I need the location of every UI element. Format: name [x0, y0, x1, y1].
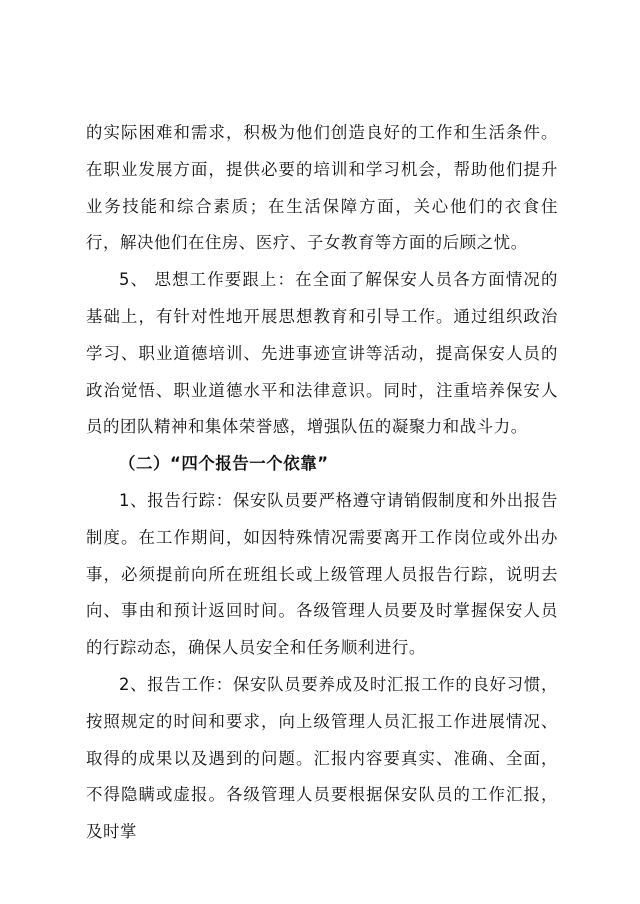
paragraph-item-2-report-work: 2、报告工作：保安队员要养成及时汇报工作的良好习惯，按照规定的时间和要求，向上级管理人员汇报工作进展情况、取得的成果以及遇到的问题。汇报内容要真实、准确、全面，不得隐瞒或虚报。各级管理人员要根据保安队员的工作汇报，及时掌 — [86, 674, 558, 842]
paragraph-item-1-report-whereabouts: 1、报告行踪：保安队员要严格遵守请销假制度和外出报告制度。在工作期间，如因特殊情况需要离开工作岗位或外出办事，必须提前向所在班组长或上级管理人员报告行踪，说明去向、事由和预计返回时间。各级管理人员要及时掌握保安人员的行踪动态，确保人员安全和任务顺利进行。 — [86, 490, 558, 658]
paragraph-continuation: 的实际困难和需求，积极为他们创造良好的工作和生活条件。在职业发展方面，提供必要的培训和学习机会，帮助他们提升业务技能和综合素质；在生活保障方面，关心他们的衣食住行，解决他们在住房、医疗、子女教育等方面的后顾之忧。 — [86, 123, 558, 253]
document-body — [86, 115, 558, 851]
section-heading-four-reports: （二）“四个报告一个依靠” — [119, 454, 329, 474]
paragraph-item-5-ideological-work: 5、 思想工作要跟上：在全面了解保安人员各方面情况的基础上，有针对性地开展思想教育和引导工作。通过组织政治学习、职业道德培训、先进事迹宣讲等活动，提高保安人员的政治觉悟、职业道德水平和法律意识。同时，注重培养保安人员的团队精神和集体荣誉感，增强队伍的凝聚力和战斗力。 — [86, 270, 558, 437]
